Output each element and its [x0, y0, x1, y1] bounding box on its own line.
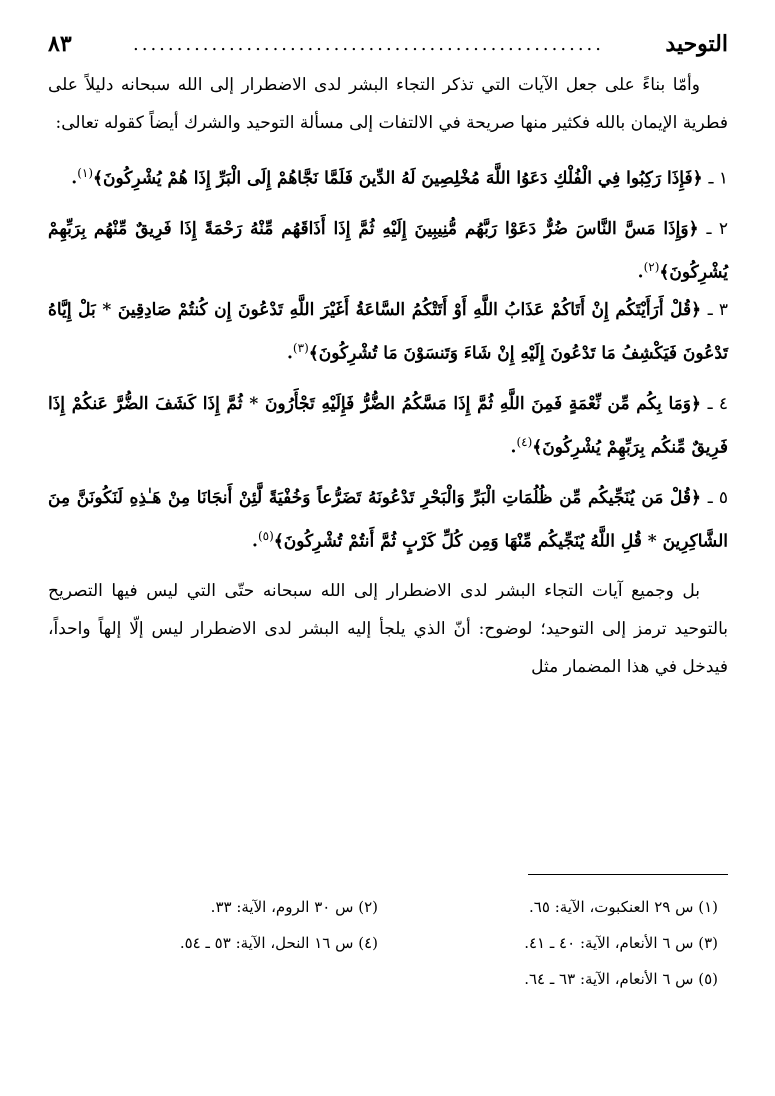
footnote-1: (١) س ٢٩ العنكبوت، الآية: ٦٥.: [529, 898, 718, 916]
footnote-ref[interactable]: (٤): [516, 434, 533, 449]
verse-number: ٥ ـ: [707, 487, 729, 508]
footnotes: [48, 892, 728, 994]
footnote-3: (٣) س ٦ الأنعام، الآية: ٤٠ ـ ٤١.: [524, 934, 718, 952]
closing-paragraph: بل وجميع آيات التجاء البشر لدى الاضطرار إلى الله سبحانه حتّى التي ليس فيها التصريح بالتوحيد ترمز إلى التوحيد؛ لوضوح: أنّ الذي يلجأ إليه البشر لدى الاضطرار ليس إلّا إلهاً واحداً، فيدخل في هذا المضمار مثل: [48, 581, 728, 678]
verse-3: ٣ ـ ﴿قُلْ أَرَأَيْتَكُم إِنْ أَتَاكُمْ عَذَابُ اللَّهِ أَوْ أَتَتْكُمُ السَّاعَةُ أَغَيْرَ اللَّهِ تَدْعُونَ إِن كُنتُمْ صَادِقِينَ * بَلْ إِيَّاهُ تَدْعُونَ فَيَكْشِفُ مَا تَدْعُونَ إِلَيْهِ إِنْ شَاءَ وَتَنسَوْنَ مَا تُشْرِكُونَ﴾$^{(٣)}$.: [48, 300, 729, 364]
verse-text: ﴿قُلْ أَرَأَيْتَكُم إِنْ أَتَاكُمْ عَذَابُ اللَّهِ أَوْ أَتَتْكُمُ السَّاعَةُ أَغَيْرَ اللَّهِ تَدْعُونَ إِن كُنتُمْ صَادِقِينَ * بَلْ إِيَّاهُ تَدْعُونَ فَيَكْشِفُ مَا تَدْعُونَ إِلَيْهِ إِنْ شَاءَ وَتَنسَوْنَ مَا تُشْرِكُونَ﴾: [48, 300, 728, 364]
footnote-2: (٢) س ٣٠ الروم، الآية: ٣٣.: [210, 898, 378, 916]
footnote-4: (٤) س ١٦ النحل، الآية: ٥٣ ـ ٥٤.: [179, 934, 378, 952]
verse-1: ١ ـ ﴿فَإِذَا رَكِبُوا فِي الْفُلْكِ دَعَوُا اللَّهَ مُخْلِصِينَ لَهُ الدِّينَ فَلَمَّا نَجَّاهُمْ إِلَى الْبَرِّ إِذَا هُمْ يُشْرِكُونَ﴾$^{(١)}$.: [71, 166, 728, 189]
verse-number: ٢ ـ: [706, 218, 729, 239]
verse-5: ٥ ـ ﴿قُلْ مَن يُنَجِّيكُم مِّن ظُلُمَاتِ الْبَرِّ وَالْبَحْرِ تَدْعُونَهُ تَضَرُّعاً وَخُفْيَةً لَّئِنْ أَنجَانَا مِنْ هَـٰذِهِ لَنَكُونَنَّ مِنَ الشَّاكِرِينَ * قُلِ اللَّهُ يُنَجِّيكُم مِّنْهَا وَمِن كُلِّ كَرْبٍ ثُمَّ أَنتُمْ تُشْرِكُونَ﴾$^{(٥)}$.: [48, 487, 729, 552]
verse-number: ١ ـ: [708, 168, 728, 189]
footnote-ref[interactable]: (٣): [292, 341, 309, 356]
verse-text: ﴿وَمَا بِكُم مِّن نِّعْمَةٍ فَمِنَ اللَّهِ ثُمَّ إِذَا مَسَّكُمُ الضُّرُّ فَإِلَيْهِ تَجْأَرُونَ * ثُمَّ إِذَا كَشَفَ الضُّرَّ عَنكُمْ إِذَا فَرِيقٌ مِّنكُم بِرَبِّهِمْ يُشْرِكُونَ﴾: [48, 393, 728, 458]
footnote-5: (٥) س ٦ الأنعام، الآية: ٦٣ ـ ٦٤.: [524, 970, 718, 988]
book-page: [48, 22, 728, 1082]
footnote-ref[interactable]: (٥): [257, 528, 274, 543]
intro-paragraph: وأمّا بناءً على جعل الآيات التي تذكر التجاء البشر لدى الاضطرار إلى الله سبحانه دليلاً على فطرية الإيمان بالله فكثير منها صريحة في الالتفات إلى مسألة التوحيد والشرك أيضاً كقوله تعالى:: [48, 75, 728, 133]
footnote-separator: [528, 874, 728, 875]
verse-text: ﴿وَإِذَا مَسَّ النَّاسَ ضُرٌّ دَعَوْا رَبَّهُم مُّنِيبِينَ إِلَيْهِ ثُمَّ إِذَا أَذَاقَهُم مِّنْهُ رَحْمَةً إِذَا فَرِيقٌ مِّنْهُم بِرَبِّهِمْ يُشْرِكُونَ﴾: [48, 218, 728, 283]
running-header: [48, 22, 728, 66]
verse-2: ٢ ـ ﴿وَإِذَا مَسَّ النَّاسَ ضُرٌّ دَعَوْا رَبَّهُم مُّنِيبِينَ إِلَيْهِ ثُمَّ إِذَا أَذَاقَهُم مِّنْهُ رَحْمَةً إِذَا فَرِيقٌ مِّنْهُم بِرَبِّهِمْ يُشْرِكُونَ﴾$^{(٢)}$.: [48, 218, 729, 283]
verse-number: ٤ ـ: [707, 393, 728, 414]
footnote-ref[interactable]: (١): [77, 166, 94, 180]
page-number: ٨٣: [48, 31, 72, 57]
main-text: [48, 66, 728, 686]
verse-4: ٤ ـ ﴿وَمَا بِكُم مِّن نِّعْمَةٍ فَمِنَ اللَّهِ ثُمَّ إِذَا مَسَّكُمُ الضُّرُّ فَإِلَيْهِ تَجْأَرُونَ * ثُمَّ إِذَا كَشَفَ الضُّرَّ عَنكُمْ إِذَا فَرِيقٌ مِّنكُم بِرَبِّهِمْ يُشْرِكُونَ﴾$^{(٤)}$.: [48, 393, 728, 458]
leader-dots: ......................................................: [133, 33, 604, 55]
verse-text: ﴿فَإِذَا رَكِبُوا فِي الْفُلْكِ دَعَوُا اللَّهَ مُخْلِصِينَ لَهُ الدِّينَ فَلَمَّا نَجَّاهُمْ إِلَى الْبَرِّ إِذَا هُمْ يُشْرِكُونَ﴾: [93, 168, 703, 189]
verse-number: ٣ ـ: [707, 300, 729, 321]
footnote-ref[interactable]: (٢): [643, 259, 660, 274]
chapter-title: التوحيد: [665, 31, 728, 57]
verse-text: ﴿قُلْ مَن يُنَجِّيكُم مِّن ظُلُمَاتِ الْبَرِّ وَالْبَحْرِ تَدْعُونَهُ تَضَرُّعاً وَخُفْيَةً لَّئِنْ أَنجَانَا مِنْ هَـٰذِهِ لَنَكُونَنَّ مِنَ الشَّاكِرِينَ * قُلِ اللَّهُ يُنَجِّيكُم مِّنْهَا وَمِن كُلِّ كَرْبٍ ثُمَّ أَنتُمْ تُشْرِكُونَ﴾: [48, 487, 728, 552]
